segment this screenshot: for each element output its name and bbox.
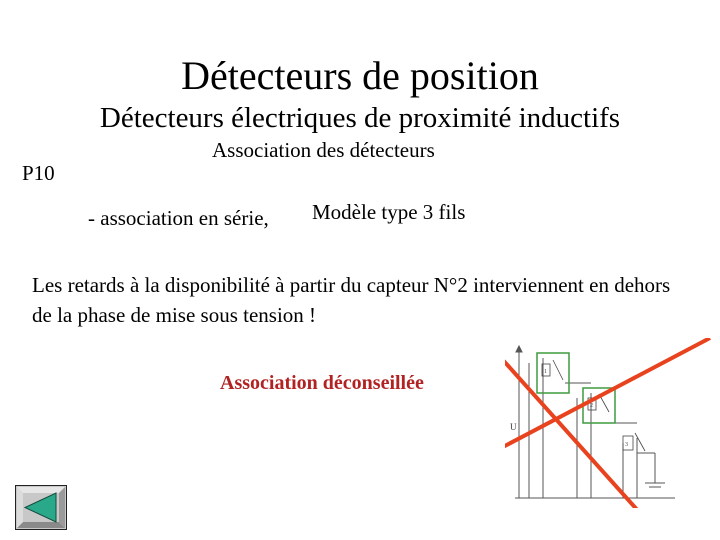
slide-title: Détecteurs de position: [181, 53, 539, 98]
sensor-2-label: 2: [590, 403, 593, 409]
slide-subtitle: Détecteurs électriques de proximité inductifs: [99, 102, 621, 134]
model-label: Modèle type 3 fils: [312, 200, 466, 224]
section-heading: Association des détecteurs: [212, 138, 435, 162]
series-wiring-diagram: [505, 338, 720, 508]
warning-text: Association déconseillée: [220, 372, 424, 394]
page-label: P10: [22, 161, 55, 185]
sensor-1: [537, 353, 569, 393]
association-label: - association en série,: [88, 206, 269, 230]
sensor-2: [583, 388, 615, 423]
voltage-label: U: [510, 422, 517, 432]
navigation-back-button[interactable]: [15, 485, 67, 530]
explanation-paragraph: Les retards à la disponibilité à partir du capteur N°2 interviennent en dehors de la phase de mise sous tension !: [32, 273, 671, 327]
sensor-3-label: 3: [625, 442, 628, 448]
sensor-1-label: 1: [544, 369, 547, 375]
sensor-3: [623, 433, 645, 451]
